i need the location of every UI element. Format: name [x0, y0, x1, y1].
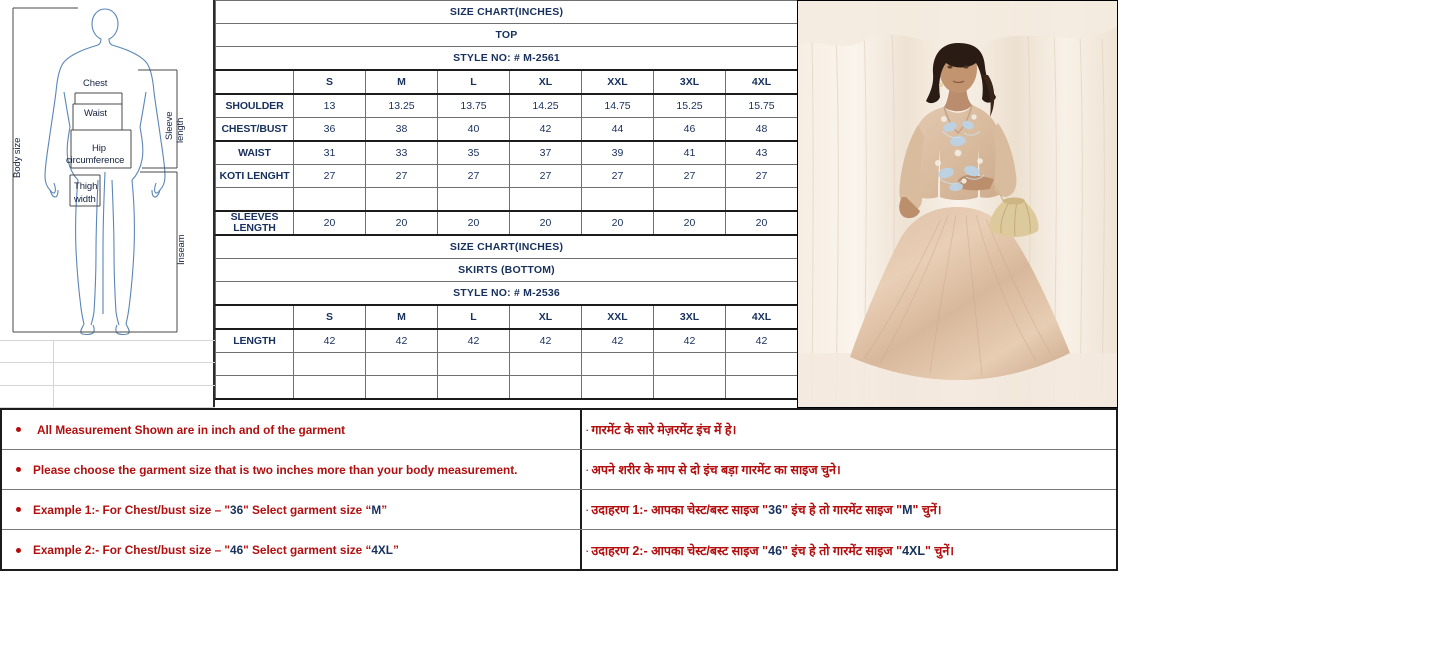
note-2-hindi — [582, 450, 1116, 489]
note-3-hi-garment-size: M — [902, 503, 913, 517]
cell-sleeves-xl: 20 — [510, 211, 582, 235]
bottom-size-header-corner — [216, 305, 294, 329]
note-4-hi-garment-size: 4XL — [902, 543, 925, 558]
row-label-blank-top — [216, 188, 294, 212]
row-label-sleeves-length — [216, 211, 294, 235]
note-4-english — [2, 530, 582, 570]
cell-length-m: 42 — [366, 329, 438, 353]
note-3-hi-tail: " चुनें। — [912, 503, 942, 517]
row-label-shoulder: SHOULDER — [216, 94, 294, 118]
product-photo-illustration — [798, 1, 1117, 407]
bottom-size-header-row — [216, 305, 798, 329]
cell-blank-b2-xxl — [582, 376, 654, 400]
note-4-hi-post: " इंच हे तो गारमेंट साइज " — [782, 543, 903, 558]
bullet-icon — [16, 548, 21, 553]
cell-blank-b1-3xl — [654, 353, 726, 376]
table-row-length — [216, 329, 798, 353]
note-row-4 — [2, 530, 1116, 570]
cell-chest-4xl: 48 — [726, 118, 798, 142]
top-banner-row-1 — [216, 1, 798, 24]
cell-shoulder-m: 13.25 — [366, 94, 438, 118]
cell-waist-xl: 37 — [510, 141, 582, 165]
diagram-label-thigh-width-line1: Thigh — [74, 181, 98, 192]
note-4-en-pre: Example 2:- For Chest/bust size – " — [33, 543, 231, 557]
bottom-size-header-s: S — [294, 305, 366, 329]
cell-koti-xl: 27 — [510, 165, 582, 188]
cell-waist-3xl: 41 — [654, 141, 726, 165]
bottom-banner-size-chart: SIZE CHART(INCHES) — [216, 235, 798, 259]
diagram-label-body-size: Body size — [12, 137, 23, 178]
note-1-hindi — [582, 410, 1116, 449]
top-size-header-xxl: XXL — [582, 70, 654, 94]
body-measurement-diagram — [0, 0, 215, 340]
top-size-header-row — [216, 70, 798, 94]
cell-blank-b1-xl — [510, 353, 582, 376]
note-1-english — [2, 410, 582, 449]
note-1-hindi-text: गारमेंट के सारे मेज़रमेंट इंच में हे। — [591, 423, 737, 437]
cell-shoulder-s: 13 — [294, 94, 366, 118]
cell-blank-b2-3xl — [654, 376, 726, 400]
cell-blank-b1-s — [294, 353, 366, 376]
note-3-hindi-text — [591, 501, 941, 518]
cell-koti-4xl: 27 — [726, 165, 798, 188]
note-4-hi-tail: " चुनें। — [925, 543, 955, 558]
cell-sleeves-xxl: 20 — [582, 211, 654, 235]
cell-chest-3xl: 46 — [654, 118, 726, 142]
bottom-banner-style-no: STYLE NO: # M-2536 — [216, 282, 798, 306]
top-banner-size-chart: SIZE CHART(INCHES) — [216, 1, 798, 24]
cell-sleeves-m: 20 — [366, 211, 438, 235]
note-2-english — [2, 450, 582, 489]
note-3-en-pre: Example 1:- For Chest/bust size – " — [33, 502, 231, 517]
diagram-label-thigh-width-line2: width — [74, 194, 96, 205]
note-4-en-size-value: 46 — [230, 543, 244, 557]
top-size-header-4xl: 4XL — [726, 70, 798, 94]
notes-table — [0, 408, 1118, 571]
table-row-chest-bust — [216, 118, 798, 142]
table-row-koti-lenght — [216, 165, 798, 188]
cell-blank-top-xl — [510, 188, 582, 212]
row-label-koti-lenght: KOTI LENGHT — [216, 165, 294, 188]
bottom-banner-row-1 — [216, 235, 798, 259]
note-1-english-text: All Measurement Shown are in inch and of the garment — [37, 422, 346, 437]
cell-blank-b1-xxl — [582, 353, 654, 376]
diagram-label-inseam: Inseam — [176, 234, 187, 265]
hindi-bullet-icon: · — [585, 502, 590, 517]
cell-waist-s: 31 — [294, 141, 366, 165]
cell-length-s: 42 — [294, 329, 366, 353]
cell-blank-top-m — [366, 188, 438, 212]
body-figure-svg — [0, 0, 215, 340]
note-4-english-text — [33, 543, 399, 557]
cell-blank-b2-s — [294, 376, 366, 400]
spreadsheet-grid-filler — [0, 340, 215, 408]
cell-shoulder-xl: 14.25 — [510, 94, 582, 118]
cell-sleeves-4xl: 20 — [726, 211, 798, 235]
top-banner-style-no: STYLE NO: # M-2561 — [216, 47, 798, 71]
top-banner-top: TOP — [216, 24, 798, 47]
cell-koti-3xl: 27 — [654, 165, 726, 188]
top-size-header-s: S — [294, 70, 366, 94]
hindi-bullet-icon: · — [585, 462, 590, 477]
top-banner-row-2 — [216, 24, 798, 47]
bullet-icon — [16, 467, 21, 472]
diagram-label-sleeve-length-line2: length — [175, 117, 186, 143]
hindi-bullet-icon: · — [585, 422, 590, 437]
product-photo — [797, 0, 1118, 408]
bottom-banner-row-2 — [216, 259, 798, 282]
cell-shoulder-xxl: 14.75 — [582, 94, 654, 118]
cell-length-4xl: 42 — [726, 329, 798, 353]
bottom-size-header-m: M — [366, 305, 438, 329]
note-row-3 — [2, 490, 1116, 530]
cell-shoulder-3xl: 15.25 — [654, 94, 726, 118]
bullet-icon — [16, 427, 21, 432]
top-block — [0, 0, 1118, 408]
cell-blank-b1-l — [438, 353, 510, 376]
cell-sleeves-3xl: 20 — [654, 211, 726, 235]
note-3-en-size-value: 36 — [230, 502, 244, 517]
cell-sleeves-l: 20 — [438, 211, 510, 235]
row-label-chest-bust: CHEST/BUST — [216, 118, 294, 142]
cell-chest-s: 36 — [294, 118, 366, 142]
top-size-header-corner — [216, 70, 294, 94]
bottom-size-header-3xl: 3XL — [654, 305, 726, 329]
cell-chest-l: 40 — [438, 118, 510, 142]
diagram-label-hip-circumference-line1: Hip — [92, 143, 106, 154]
cell-waist-xxl: 39 — [582, 141, 654, 165]
diagram-label-chest: Chest — [83, 78, 108, 89]
note-3-en-garment-size: M — [371, 502, 382, 517]
size-chart-table — [215, 0, 798, 400]
note-3-hi-post: " इंच हे तो गारमेंट साइज " — [782, 503, 903, 517]
bullet-icon — [16, 507, 21, 512]
table-row-blank-top — [216, 188, 798, 212]
cell-blank-b1-4xl — [726, 353, 798, 376]
diagram-label-sleeve-length-line1: Sleeve — [164, 111, 175, 140]
note-4-hindi — [582, 530, 1116, 570]
row-label-waist: WAIST — [216, 141, 294, 165]
cell-blank-top-l — [438, 188, 510, 212]
note-3-hindi — [582, 490, 1116, 529]
row-label-length: LENGTH — [216, 329, 294, 353]
cell-length-xl: 42 — [510, 329, 582, 353]
cell-blank-b2-m — [366, 376, 438, 400]
top-size-header-m: M — [366, 70, 438, 94]
note-3-english-text — [33, 503, 387, 517]
note-3-hi-pre: उदाहरण 1:- आपका चेस्ट/बस्ट साइज " — [591, 503, 769, 517]
cell-blank-top-xxl — [582, 188, 654, 212]
bottom-banner-skirts: SKIRTS (BOTTOM) — [216, 259, 798, 282]
size-chart-tables — [215, 0, 797, 408]
table-row-blank-bottom-1 — [216, 353, 798, 376]
cell-shoulder-4xl: 15.75 — [726, 94, 798, 118]
hindi-bullet-icon: · — [585, 542, 590, 558]
top-size-header-l: L — [438, 70, 510, 94]
note-3-hi-size-value: 36 — [768, 503, 783, 517]
cell-sleeves-s: 20 — [294, 211, 366, 235]
cell-blank-b2-4xl — [726, 376, 798, 400]
note-3-english — [2, 490, 582, 529]
bottom-banner-row-3 — [216, 282, 798, 306]
cell-blank-top-3xl — [654, 188, 726, 212]
cell-blank-b2-xl — [510, 376, 582, 400]
table-row-waist — [216, 141, 798, 165]
cell-length-xxl: 42 — [582, 329, 654, 353]
cell-koti-l: 27 — [438, 165, 510, 188]
cell-length-l: 42 — [438, 329, 510, 353]
note-3-en-post: " Select garment size “ — [243, 502, 372, 517]
bottom-size-header-l: L — [438, 305, 510, 329]
cell-chest-m: 38 — [366, 118, 438, 142]
note-3-en-tail: ” — [381, 502, 388, 517]
cell-length-3xl: 42 — [654, 329, 726, 353]
cell-waist-m: 33 — [366, 141, 438, 165]
cell-blank-top-s — [294, 188, 366, 212]
row-label-sleeves-line2: LENGTH — [233, 222, 276, 234]
cell-koti-s: 27 — [294, 165, 366, 188]
cell-chest-xxl: 44 — [582, 118, 654, 142]
table-row-blank-bottom-2 — [216, 376, 798, 400]
note-row-1 — [2, 410, 1116, 450]
note-4-hindi-text — [591, 542, 954, 559]
note-4-hi-pre: उदाहरण 2:- आपका चेस्ट/बस्ट साइज " — [591, 543, 769, 558]
cell-koti-m: 27 — [366, 165, 438, 188]
diagram-label-hip-circumference-line2: circumference — [66, 155, 125, 166]
note-4-hi-size-value: 46 — [768, 543, 783, 558]
cell-chest-xl: 42 — [510, 118, 582, 142]
cell-blank-b1-m — [366, 353, 438, 376]
cell-blank-b2-l — [438, 376, 510, 400]
row-label-blank-bottom-2 — [216, 376, 294, 400]
top-banner-row-3 — [216, 47, 798, 71]
table-row-sleeves-length — [216, 211, 798, 235]
row-label-blank-bottom-1 — [216, 353, 294, 376]
cell-blank-top-4xl — [726, 188, 798, 212]
bottom-size-header-xl: XL — [510, 305, 582, 329]
diagram-label-waist: Waist — [84, 108, 107, 119]
note-2-english-text: Please choose the garment size that is two inches more than your body measurement. — [33, 462, 518, 477]
bottom-size-header-4xl: 4XL — [726, 305, 798, 329]
bottom-size-header-xxl: XXL — [582, 305, 654, 329]
note-4-en-tail: ” — [393, 543, 399, 557]
top-size-header-3xl: 3XL — [654, 70, 726, 94]
cell-koti-xxl: 27 — [582, 165, 654, 188]
cell-waist-l: 35 — [438, 141, 510, 165]
note-row-2 — [2, 450, 1116, 490]
cell-waist-4xl: 43 — [726, 141, 798, 165]
note-2-hindi-text: अपने शरीर के माप से दो इंच बड़ा गारमेंट का साइज चुने। — [591, 463, 841, 477]
note-4-en-post: " Select garment size “ — [243, 543, 372, 557]
table-row-shoulder — [216, 94, 798, 118]
note-4-en-garment-size: 4XL — [371, 543, 393, 557]
top-size-header-xl: XL — [510, 70, 582, 94]
row-label-sleeves-line1: SLEEVES — [230, 211, 279, 223]
cell-shoulder-l: 13.75 — [438, 94, 510, 118]
